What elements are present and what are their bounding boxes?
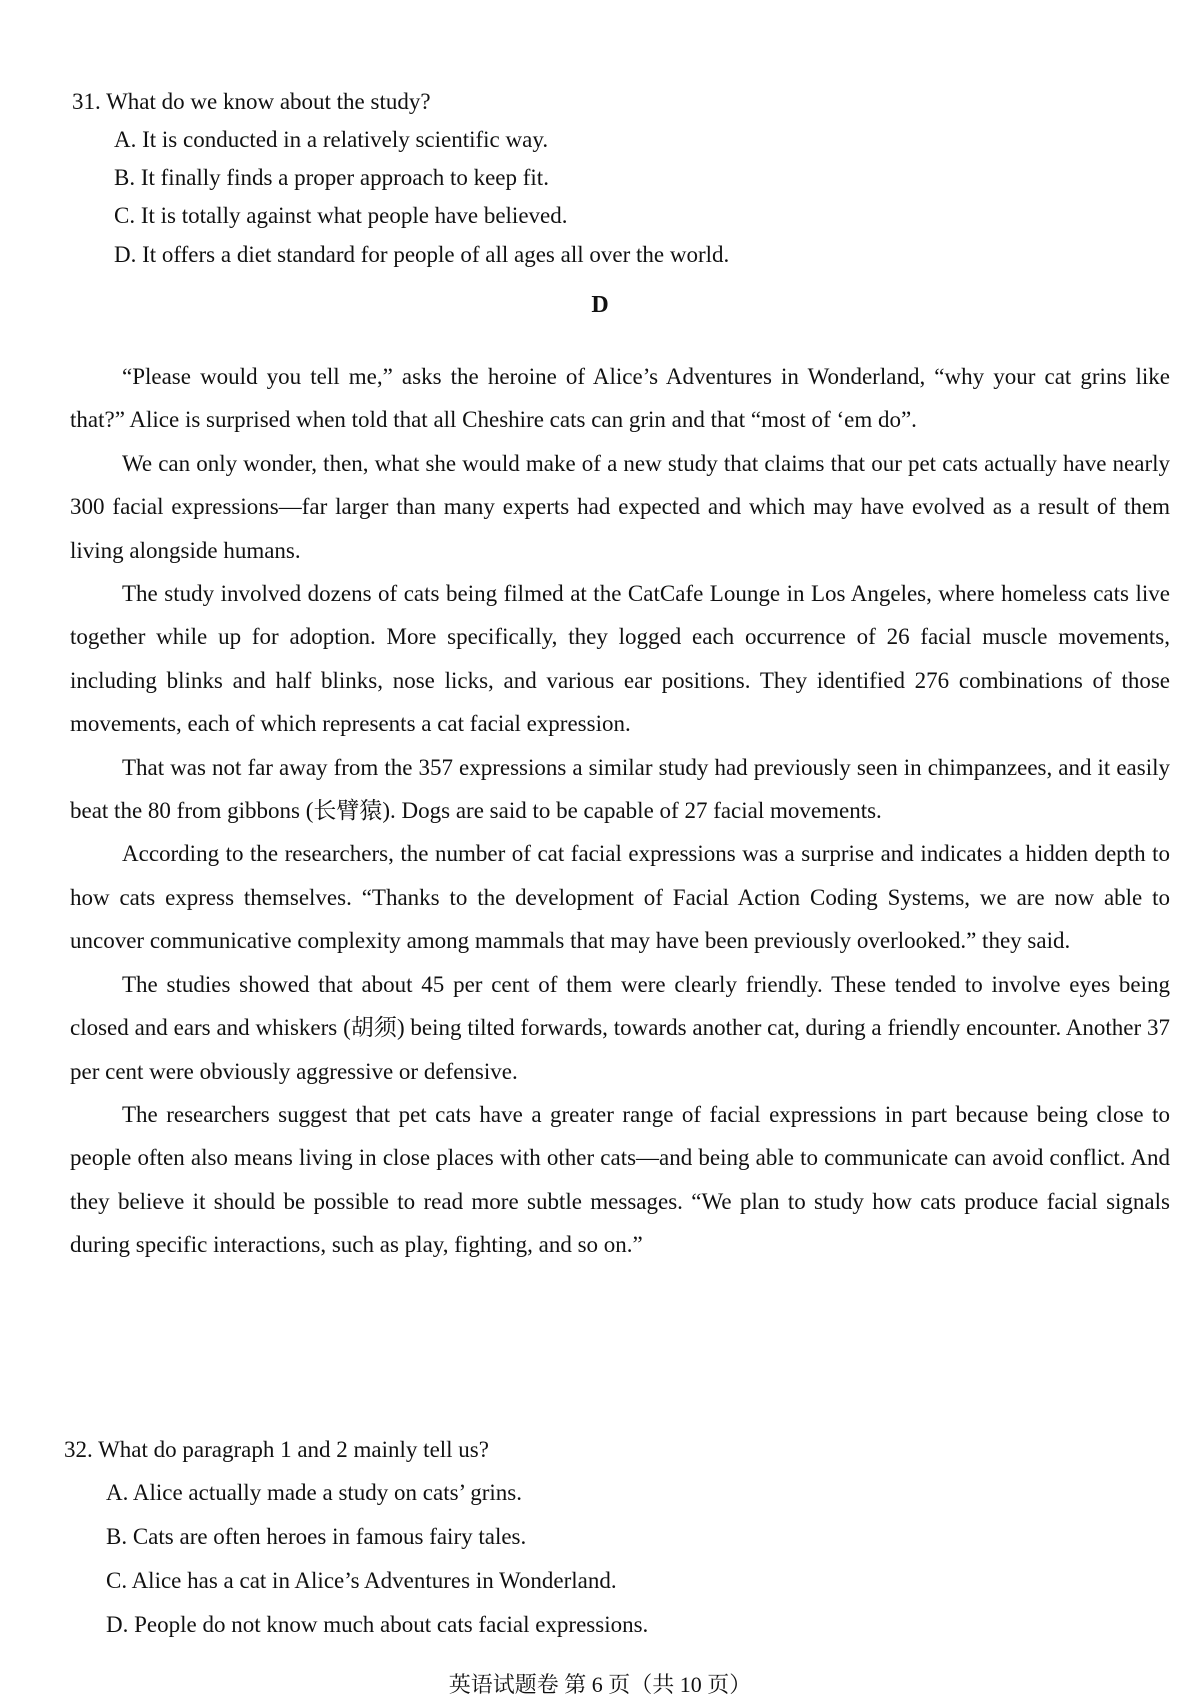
option-d: D. People do not know much about cats facial expressions. [106, 1612, 649, 1637]
paragraph-7: The researchers suggest that pet cats have a greater range of facial expressions in part because being close to people often also means living in close places with other cats—and being able to communicate can avoid conflict. And they believe it should be possible to read more subtle messages. “We plan to study how cats produce facial signals during specific interactions, such as play, fighting, and so on.” [70, 1101, 1170, 1258]
paragraph-4: That was not far away from the 357 expressions a similar study had previously seen in chimpanzees, and it easily beat the 80 from gibbons (长臂猿). Dogs are said to be capable of 27 facial movements. [70, 754, 1170, 824]
paragraph-5: According to the researchers, the number of cat facial expressions was a surprise and indicates a hidden depth to how cats express themselves. “Thanks to the development of Facial Action Coding Systems, we are now able to uncover communicative complexity among mammals that may have been previously overlooked.” they said. [70, 841, 1170, 954]
option-d: D. It offers a diet standard for people of all ages all over the world. [114, 242, 730, 267]
option-b: B. Cats are often heroes in famous fairy tales. [106, 1524, 527, 1549]
option-c: C. Alice has a cat in Alice’s Adventures in Wonderland. [106, 1568, 617, 1593]
option-a: A. It is conducted in a relatively scientific way. [114, 127, 549, 152]
option-c: C. It is totally against what people have believed. [114, 203, 568, 228]
reading-passage [70, 355, 1170, 1267]
option-b: B. It finally finds a proper approach to keep fit. [114, 165, 549, 190]
page-footer: 英语试题卷 第 6 页（共 10 页） [448, 1672, 752, 1697]
paragraph-6: The studies showed that about 45 per cent of them were clearly friendly. These tended to involve eyes being closed and ears and whiskers (胡须) being tilted forwards, towards another cat, during a friendly encounter. Another 37 per cent were obviously aggressive or defensive. [70, 971, 1170, 1084]
question-stem: 32. What do paragraph 1 and 2 mainly tell us? [64, 1437, 489, 1462]
question-stem: 31. What do we know about the study? [72, 89, 431, 114]
option-a: A. Alice actually made a study on cats’ grins. [106, 1480, 523, 1505]
section-label: D [591, 292, 609, 318]
paragraph-1: “Please would you tell me,” asks the heroine of Alice’s Adventures in Wonderland, “why your cat grins like that?” Alice is surprised when told that all Cheshire cats can grin and that “most of ‘em do”. [70, 364, 1170, 433]
paragraph-2: We can only wonder, then, what she would make of a new study that claims that our pet cats actually have nearly 300 facial expressions—far larger than many experts had expected and which may have evolved as a result of them living alongside humans. [70, 450, 1170, 563]
paragraph-3: The study involved dozens of cats being filmed at the CatCafe Lounge in Los Angeles, where homeless cats live together while up for adoption. More specifically, they logged each occurrence of 26 facial muscle movements, including blinks and half blinks, nose licks, and various ear positions. They identified 276 combinations of those movements, each of which represents a cat facial expression. [70, 581, 1170, 737]
